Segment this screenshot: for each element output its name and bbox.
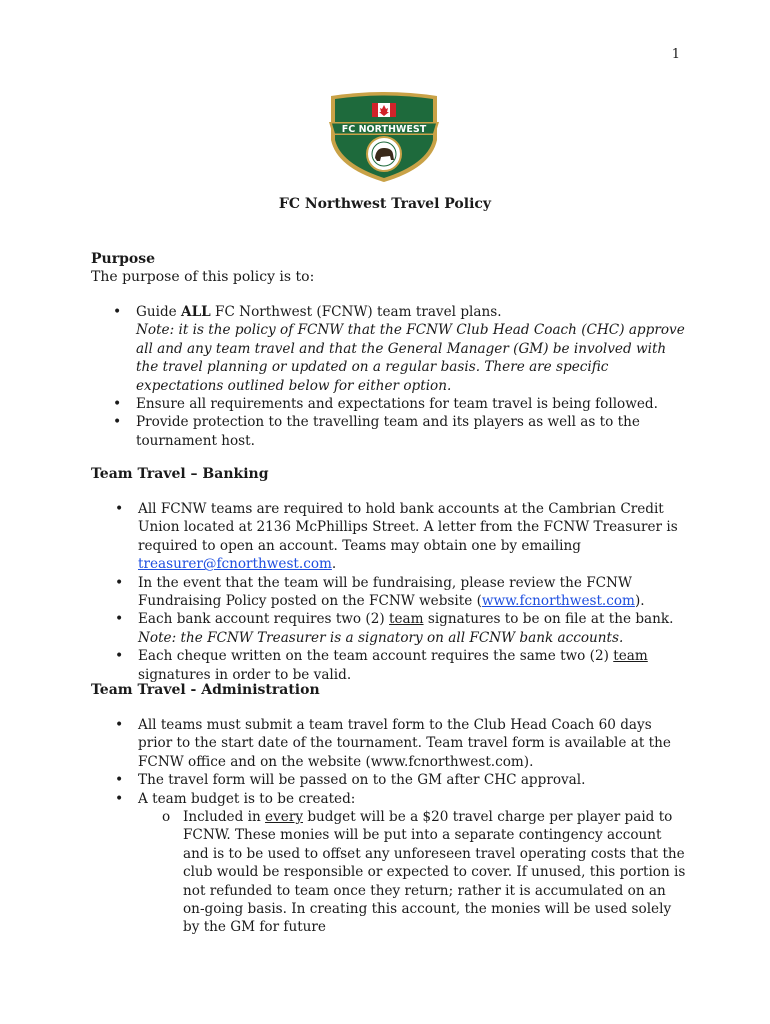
purpose-intro: The purpose of this policy is to: — [91, 269, 315, 285]
purpose-list — [0, 303, 770, 450]
website-link[interactable]: www.fcnorthwest.com — [481, 593, 635, 610]
list-item: • In the event that the team will be fundraising, please review the FCNW Fundraising Policy posted on the FCNW website (www.fcnorthwest.com). — [0, 574, 770, 611]
list-item: • All teams must submit a team travel form to the Club Head Coach 60 days prior to the start date of the tournament. Team travel form is available at the FCNW office and on the website (www.fcnorthwest.com). — [0, 716, 770, 771]
purpose-heading: Purpose — [91, 251, 155, 267]
list-item: • All FCNW teams are required to hold bank accounts at the Cambrian Credit Union located at 2136 McPhillips Street. A letter from the FCNW Treasurer is required to open an account. Teams may obtain one by emailing treasurer@fcnorthwest.com. — [0, 500, 770, 574]
banking-list — [0, 500, 770, 684]
administration-heading: Team Travel - Administration — [91, 682, 320, 698]
page-number: 1 — [671, 47, 680, 62]
administration-list — [0, 716, 770, 937]
treasurer-email-link[interactable]: treasurer@fcnorthwest.com — [138, 556, 332, 573]
canada-flag-icon — [372, 103, 396, 117]
fc-northwest-logo — [325, 90, 443, 184]
list-item: • The travel form will be passed on to the GM after CHC approval. — [0, 771, 770, 789]
budget-sublist — [138, 808, 690, 937]
policy-note: Note: it is the policy of FCNW that the FCNW Club Head Coach (CHC) approve all and any team travel and that the General Manager (GM) be involved with the travel planning or updated on a regular basis. There are specific expectations outlined below for either option. — [136, 322, 685, 394]
banking-heading: Team Travel – Banking — [91, 466, 269, 482]
list-item: • Guide ALL FC Northwest (FCNW) team travel plans. Note: it is the policy of FCNW that the FCNW Club Head Coach (CHC) approve all and any team travel and that the General Manager (GM) be involved with the travel planning or updated on a regular basis. There are specific expectations outlined below for either option. — [0, 303, 770, 395]
list-item: • Each cheque written on the team account requires the same two (2) team signatures in order to be valid. — [0, 647, 770, 684]
list-item: • A team budget is to be created: o Included in every budget will be a $20 travel charge per player paid to FCNW. These monies will be put into a separate contingency account and is to be used to offset any unforeseen travel operating costs that the club would be responsible or expected to cover. If unused, this portion is not refunded to team once they return; rather it is accumulated on an on-going basis. In creating this account, the monies will be used solely by the GM for future — [0, 790, 770, 937]
sub-list-item: o Included in every budget will be a $20 travel charge per player paid to FCNW. These monies will be put into a separate contingency account and is to be used to offset any unforeseen travel operating costs that the club would be responsible or expected to cover. If unused, this portion is not refunded to team once they return; rather it is accumulated on an on-going basis. In creating this account, the monies will be used solely by the GM for future — [138, 808, 690, 937]
list-item: • Provide protection to the travelling team and its players as well as to the tournament host. — [0, 413, 770, 450]
document-title: FC Northwest Travel Policy — [278, 196, 492, 212]
list-item: • Each bank account requires two (2) team signatures to be on file at the bank. Note: the FCNW Treasurer is a signatory on all FCNW bank accounts. — [0, 610, 770, 647]
list-item: • Ensure all requirements and expectations for team travel is being followed. — [0, 395, 770, 413]
treasurer-note: Note: the FCNW Treasurer is a signatory on all FCNW bank accounts. — [138, 629, 624, 646]
logo-wordmark: FC NORTHWEST — [341, 124, 427, 135]
